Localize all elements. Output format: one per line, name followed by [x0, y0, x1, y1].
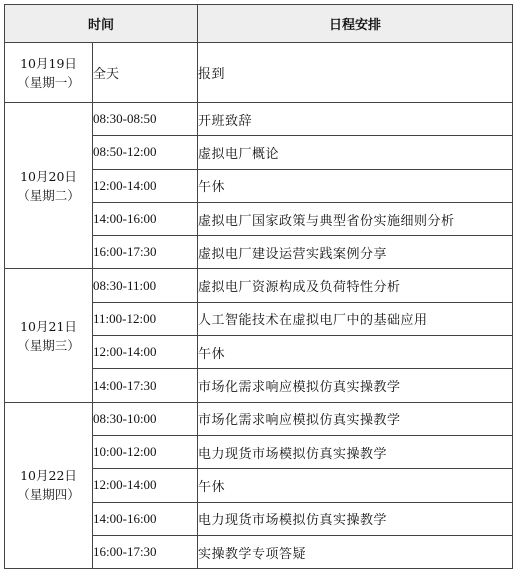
agenda-cell: 实操教学专项答疑 — [198, 535, 513, 568]
agenda-cell: 市场化需求响应模拟仿真实操教学 — [198, 369, 513, 402]
time-cell: 12:00-14:00 — [93, 336, 198, 369]
header-agenda: 日程安排 — [198, 5, 513, 43]
weekday-label: （星期二） — [17, 187, 80, 203]
date-cell — [5, 269, 93, 402]
weekday-label: （星期四） — [17, 487, 80, 503]
time-cell: 11:00-12:00 — [93, 302, 198, 335]
table-row — [5, 43, 513, 103]
time-cell: 14:00-16:00 — [93, 502, 198, 535]
date-label: 10月19日 — [20, 55, 77, 71]
date-label: 10月21日 — [20, 318, 77, 334]
table-row — [5, 402, 513, 435]
date-cell — [5, 43, 93, 103]
schedule-table — [4, 4, 513, 569]
agenda-cell: 电力现货市场模拟仿真实操教学 — [198, 435, 513, 468]
agenda-cell: 电力现货市场模拟仿真实操教学 — [198, 502, 513, 535]
agenda-cell: 午休 — [198, 336, 513, 369]
time-cell: 08:30-11:00 — [93, 269, 198, 302]
agenda-cell: 开班致辞 — [198, 103, 513, 136]
agenda-cell: 人工智能技术在虚拟电厂中的基础应用 — [198, 302, 513, 335]
time-cell: 14:00-17:30 — [93, 369, 198, 402]
agenda-cell: 市场化需求响应模拟仿真实操教学 — [198, 402, 513, 435]
weekday-label: （星期一） — [17, 74, 80, 90]
date-cell — [5, 103, 93, 269]
agenda-cell: 虚拟电厂概论 — [198, 136, 513, 169]
agenda-cell: 虚拟电厂国家政策与典型省份实施细则分析 — [198, 202, 513, 235]
time-cell: 14:00-16:00 — [93, 202, 198, 235]
table-row — [5, 269, 513, 302]
time-cell: 08:30-10:00 — [93, 402, 198, 435]
time-cell: 全天 — [93, 43, 198, 103]
time-cell: 12:00-14:00 — [93, 169, 198, 202]
date-cell — [5, 402, 93, 568]
time-cell: 10:00-12:00 — [93, 435, 198, 468]
time-cell: 16:00-17:30 — [93, 236, 198, 269]
time-cell: 12:00-14:00 — [93, 469, 198, 502]
header-time: 时间 — [5, 5, 198, 43]
time-cell: 08:50-12:00 — [93, 136, 198, 169]
date-label: 10月22日 — [20, 468, 77, 484]
agenda-cell: 报到 — [198, 43, 513, 103]
weekday-label: （星期三） — [17, 337, 80, 353]
date-label: 10月20日 — [20, 168, 77, 184]
table-row — [5, 103, 513, 136]
time-cell: 16:00-17:30 — [93, 535, 198, 568]
agenda-cell: 午休 — [198, 169, 513, 202]
time-cell: 08:30-08:50 — [93, 103, 198, 136]
agenda-cell: 虚拟电厂资源构成及负荷特性分析 — [198, 269, 513, 302]
agenda-cell: 午休 — [198, 469, 513, 502]
agenda-cell: 虚拟电厂建设运营实践案例分享 — [198, 236, 513, 269]
